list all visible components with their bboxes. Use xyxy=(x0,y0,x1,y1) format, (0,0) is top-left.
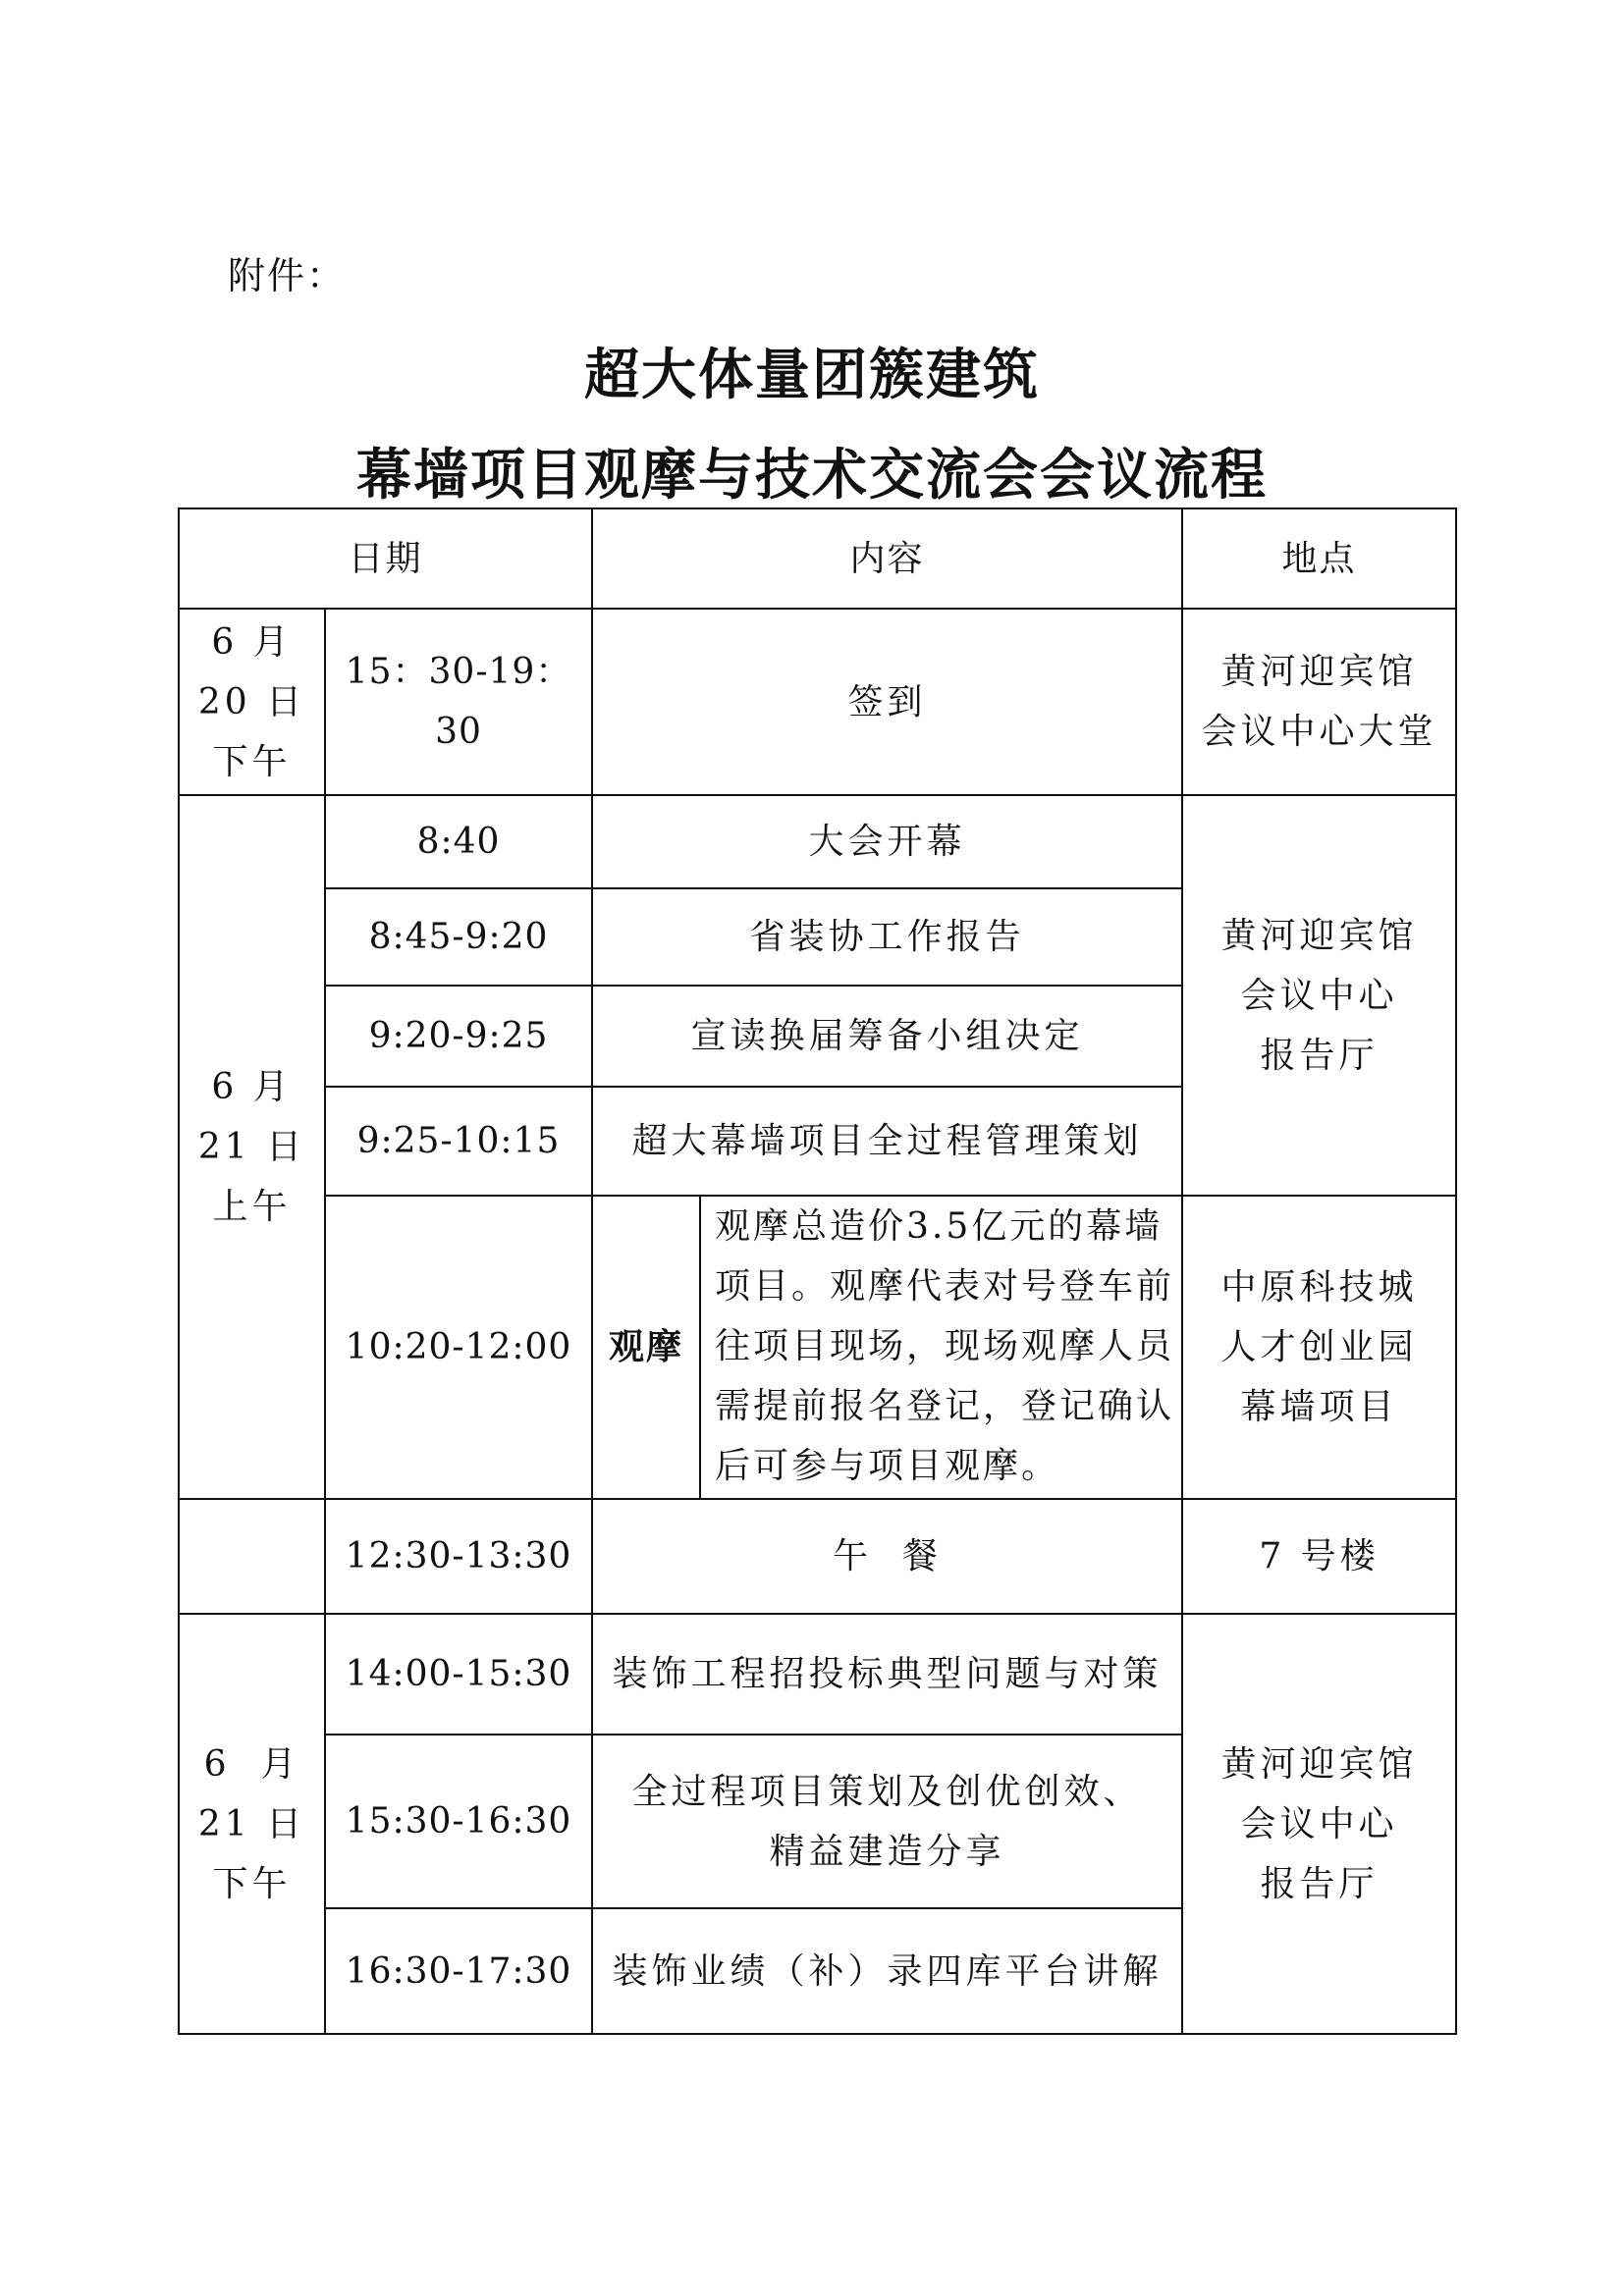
time-cell: 9:20-9:25 xyxy=(368,1016,549,1056)
visit-desc-line: 观摩总造价3.5亿元的幕墙 xyxy=(715,1206,1164,1247)
date-line: 下午 xyxy=(212,741,292,782)
time-cell: 8:40 xyxy=(416,822,501,862)
date-june-21-pm xyxy=(180,1615,324,2033)
table-border-bottom xyxy=(178,2033,1457,2035)
content-cell: 签到 xyxy=(847,681,927,722)
visit-desc-line: 项目。观摩代表对号登车前 xyxy=(715,1266,1175,1307)
content-line: 装饰工程招投标典型问题与对策 xyxy=(612,1654,1163,1694)
location-cell xyxy=(1183,610,1455,794)
visit-label: 观摩 xyxy=(608,1326,683,1367)
table-border-right xyxy=(1455,507,1457,2035)
location-line: 黄河迎宾馆 xyxy=(1220,652,1418,692)
date-line: 21 日 xyxy=(197,1803,306,1844)
date-line: 6 月 xyxy=(211,621,293,663)
date-june-21-am xyxy=(180,796,324,1498)
header-location: 地点 xyxy=(1281,538,1357,579)
content-cell: 宣读换届筹备小组决定 xyxy=(690,1016,1084,1056)
date-line: 6 月 xyxy=(211,1067,293,1107)
title-line-2: 幕墙项目观摩与技术交流会会议流程 xyxy=(356,443,1268,507)
time-cell: 16:30-17:30 xyxy=(345,1950,572,1992)
visit-description xyxy=(715,1197,1181,1498)
visit-desc-line: 往项目现场，现场观摩人员 xyxy=(715,1326,1175,1366)
location-line: 黄河迎宾馆 xyxy=(1220,1743,1418,1785)
location-line: 会议中心 xyxy=(1240,1803,1398,1844)
location-cell xyxy=(1183,1615,1455,2033)
location-line: 黄河迎宾馆 xyxy=(1220,915,1418,956)
header-date: 日期 xyxy=(348,538,423,579)
date-line: 上午 xyxy=(212,1187,292,1227)
location-line: 报告厅 xyxy=(1260,1035,1379,1076)
header-content: 内容 xyxy=(849,538,925,579)
location-cell: 7 号楼 xyxy=(1259,1536,1380,1576)
date-line: 下午 xyxy=(212,1863,292,1904)
date-line: 20 日 xyxy=(197,681,306,722)
time-cell: 9:25-10:15 xyxy=(356,1121,561,1161)
location-cell xyxy=(1183,1197,1455,1498)
content-cell xyxy=(593,1735,1181,1907)
location-line: 幕墙项目 xyxy=(1240,1387,1398,1427)
content-cell: 大会开幕 xyxy=(808,822,966,862)
date-june-20-pm xyxy=(180,610,324,794)
location-line: 会议中心大堂 xyxy=(1201,712,1437,752)
location-line: 报告厅 xyxy=(1260,1863,1379,1904)
time-cell: 15：30-19：30 xyxy=(345,652,572,752)
content-cell xyxy=(593,1909,1181,2033)
time-cell: 15:30-16:30 xyxy=(345,1801,572,1842)
visit-desc-line: 需提前报名登记，登记确认 xyxy=(715,1386,1175,1426)
time-cell: 12:30-13:30 xyxy=(345,1536,572,1576)
visit-desc-line: 后可参与项目观摩。 xyxy=(715,1446,1060,1486)
content-line: 装饰业绩（补）录四库平台讲解 xyxy=(612,1950,1163,1992)
date-line: 6 月 xyxy=(203,1743,300,1785)
location-line: 人才创业园 xyxy=(1220,1327,1418,1367)
date-line: 21 日 xyxy=(197,1127,306,1167)
location-line: 会议中心 xyxy=(1240,975,1398,1016)
time-cell: 10:20-12:00 xyxy=(345,1327,572,1367)
location-line: 中原科技城 xyxy=(1220,1267,1418,1308)
content-cell xyxy=(593,1615,1181,1734)
time-cell: 14:00-15:30 xyxy=(345,1654,572,1694)
content-cell: 超大幕墙项目全过程管理策划 xyxy=(631,1121,1143,1161)
title-line-1: 超大体量团簇建筑 xyxy=(584,343,1040,407)
content-line: 精益建造分享 xyxy=(769,1831,1005,1872)
content-cell: 午 餐 xyxy=(833,1536,942,1576)
content-line: 全过程项目策划及创优创效、 xyxy=(631,1771,1143,1812)
time-cell: 8:45-9:20 xyxy=(368,917,549,957)
location-cell xyxy=(1183,796,1455,1195)
content-cell: 省装协工作报告 xyxy=(749,917,1025,957)
table-rule xyxy=(699,1195,701,1500)
annex-label: 附件： xyxy=(228,254,347,297)
